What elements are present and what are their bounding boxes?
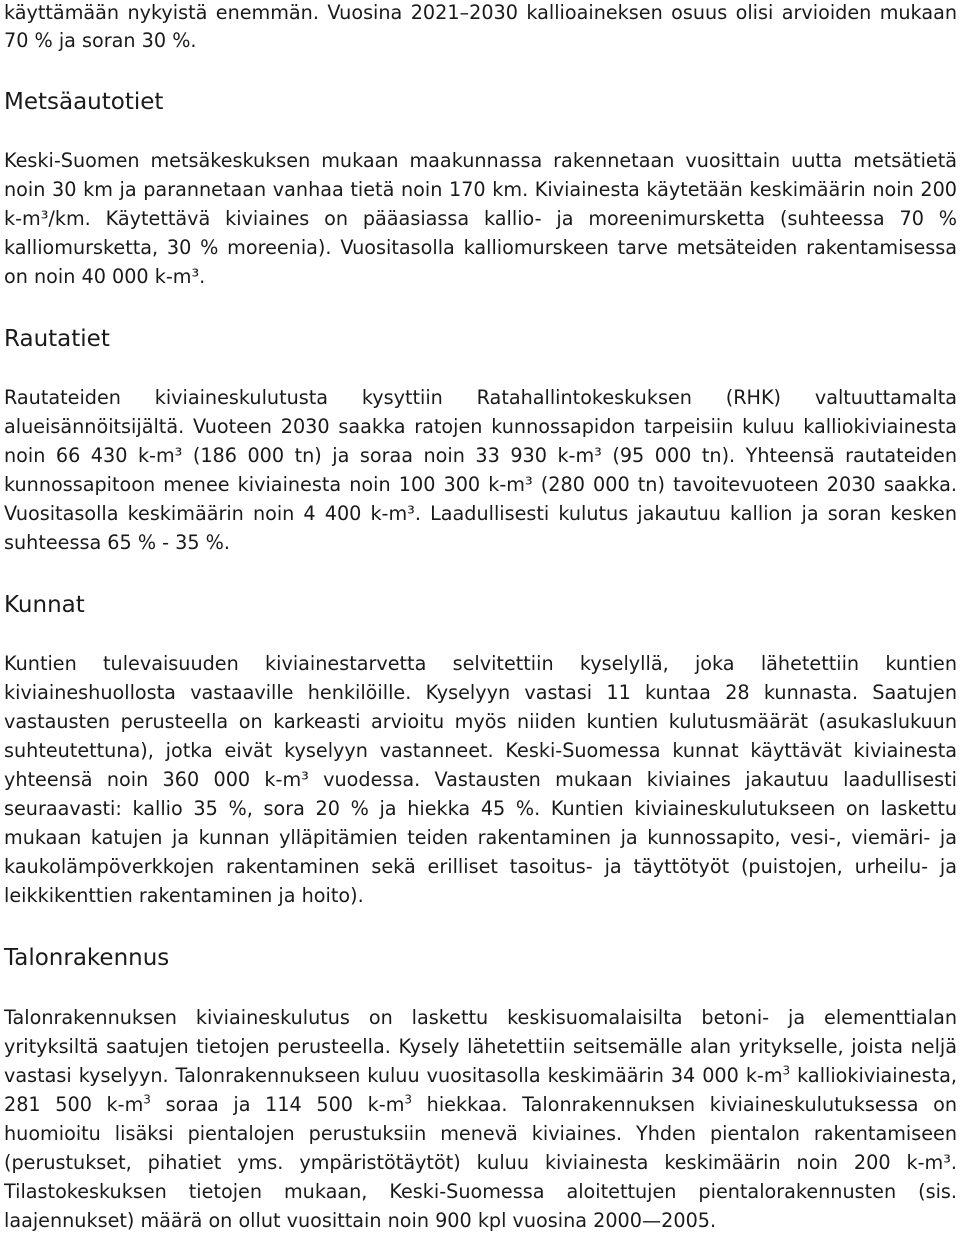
- paragraph-line: [4, 1063, 957, 1089]
- paragraph-line: k-m³/km. Käytettävä kiviaines on pääasiassa kallio- ja moreenimursketta (suhteessa 70 %: [4, 207, 957, 230]
- paragraph-line: Keski-Suomen metsäkeskuksen mukaan maakunnassa rakennetaan vuosittain uutta metsätietä: [4, 149, 957, 172]
- paragraph-line: alueisännöitsijältä. Vuoteen 2030 saakka ratojen kunnossapidon tarpeisiin kuluu kalliokiviainesta: [4, 415, 957, 438]
- paragraph-line: kunnossapitoon menee kiviainesta noin 100 300 k-m³ (280 000 tn) tavoitevuoteen 2030 saakka.: [4, 473, 957, 496]
- paragraph-line: huomioitu lisäksi pientalojen perustuksiin menevä kiviaines. Yhden pientalon rakentamiseen: [4, 1122, 957, 1145]
- paragraph-line: Kuntien tulevaisuuden kiviainestarvetta selvitettiin kyselyllä, joka lähetettiin kuntien: [4, 652, 957, 675]
- paragraph-line: seuraavasti: kallio 35 %, sora 20 % ja hiekka 45 %. Kuntien kiviaineskulutukseen on laskettu: [4, 797, 957, 820]
- paragraph-line: Talonrakennuksen kiviaineskulutus on laskettu keskisuomalaisilta betoni- ja elementtialan: [4, 1006, 957, 1029]
- paragraph-line: yhteensä noin 360 000 k-m³ vuodessa. Vastausten mukaan kiviaines jakautuu laadullisesti: [4, 768, 957, 791]
- paragraph-line: kiviaineshuollosta vastaaville henkilöille. Kyselyyn vastasi 11 kuntaa 28 kunnasta. Saatujen: [4, 681, 957, 704]
- paragraph-line: on noin 40 000 k-m³.: [4, 265, 206, 288]
- paragraph-line: leikkikenttien rakentaminen ja hoito).: [4, 884, 364, 907]
- paragraph-line: kalliomursketta, 30 % moreenia). Vuositasolla kalliomurskeen tarve metsäteiden rakentamisessa: [4, 236, 957, 259]
- paragraph-line: suhteutettuna), jotka eivät kyselyyn vastanneet. Keski-Suomessa kunnat käyttävät kiviainesta: [4, 739, 957, 762]
- heading-rautatiet: Rautatiet: [4, 326, 110, 352]
- paragraph-line: noin 66 430 k-m³ (186 000 tn) ja soraa noin 33 930 k-m³ (95 000 tn). Yhteensä rautateiden: [4, 444, 957, 467]
- paragraph-line: noin 30 km ja parannetaan vanhaa tietä noin 170 km. Kiviainesta käytetään keskimäärin noin 200: [4, 178, 957, 201]
- intro-line-1: käyttämään nykyistä enemmän. Vuosina 2021–2030 kallioaineksen osuus olisi arvioiden mukaan: [4, 1, 957, 24]
- heading-kunnat: Kunnat: [4, 592, 85, 618]
- superscript: 3: [404, 1092, 413, 1107]
- text-span: soraa ja 114 500 k-m: [150, 1093, 405, 1116]
- text-span: kalliokiviainesta,: [790, 1064, 957, 1087]
- intro-line-2: 70 % ja soran 30 %.: [4, 29, 197, 52]
- heading-talonrakennus: Talonrakennus: [4, 945, 170, 971]
- text-span: vastasi kyselyyn. Talonrakennukseen kuluu vuositasolla keskimäärin 34 000 k-m: [4, 1064, 783, 1087]
- paragraph-line: yrityksiltä saatujen tietojen perusteella. Kysely lähetettiin seitsemälle alan yritykselle, joista neljä: [4, 1035, 957, 1058]
- paragraph-line: [4, 1092, 957, 1118]
- paragraph-line: kaukolämpöverkkojen rakentaminen sekä erilliset tasoitus- ja täyttötyöt (puistojen, urheilu- ja: [4, 855, 957, 878]
- paragraph-line: Rautateiden kiviaineskulutusta kysyttiin Ratahallintokeskuksen (RHK) valtuuttamalta: [4, 386, 957, 409]
- paragraph-line: Vuositasolla keskimäärin noin 4 400 k-m³. Laadullisesti kulutus jakautuu kallion ja soran kesken: [4, 502, 957, 525]
- heading-metsaautotiet: Metsäautotiet: [4, 89, 164, 115]
- paragraph-line: (perustukset, pihatiet yms. ympäristötäytöt) kuluu kiviainesta keskimäärin noin 200 k-m³.: [4, 1151, 957, 1174]
- paragraph-line: Tilastokeskuksen tietojen mukaan, Keski-Suomessa aloitettujen pientalorakennusten (sis.: [4, 1180, 957, 1203]
- superscript: 3: [143, 1092, 151, 1107]
- text-span: hiekkaa. Talonrakennuksen kiviaineskulutuksessa on: [412, 1093, 958, 1116]
- text-span: 281 500 k-m: [4, 1093, 144, 1116]
- paragraph-line: laajennukset) määrä on ollut vuosittain noin 900 kpl vuosina 2000—2005.: [4, 1209, 717, 1232]
- paragraph-line: vastausten perusteella on karkeasti arvioitu myös niiden kuntien kulutusmäärät (asukaslukuun: [4, 710, 957, 733]
- paragraph-line: mukaan katujen ja kunnan ylläpitämien teiden rakentaminen ja kunnossapito, vesi-, viemäri- ja: [4, 826, 957, 849]
- paragraph-line: suhteessa 65 % - 35 %.: [4, 531, 231, 554]
- superscript: 3: [782, 1063, 791, 1078]
